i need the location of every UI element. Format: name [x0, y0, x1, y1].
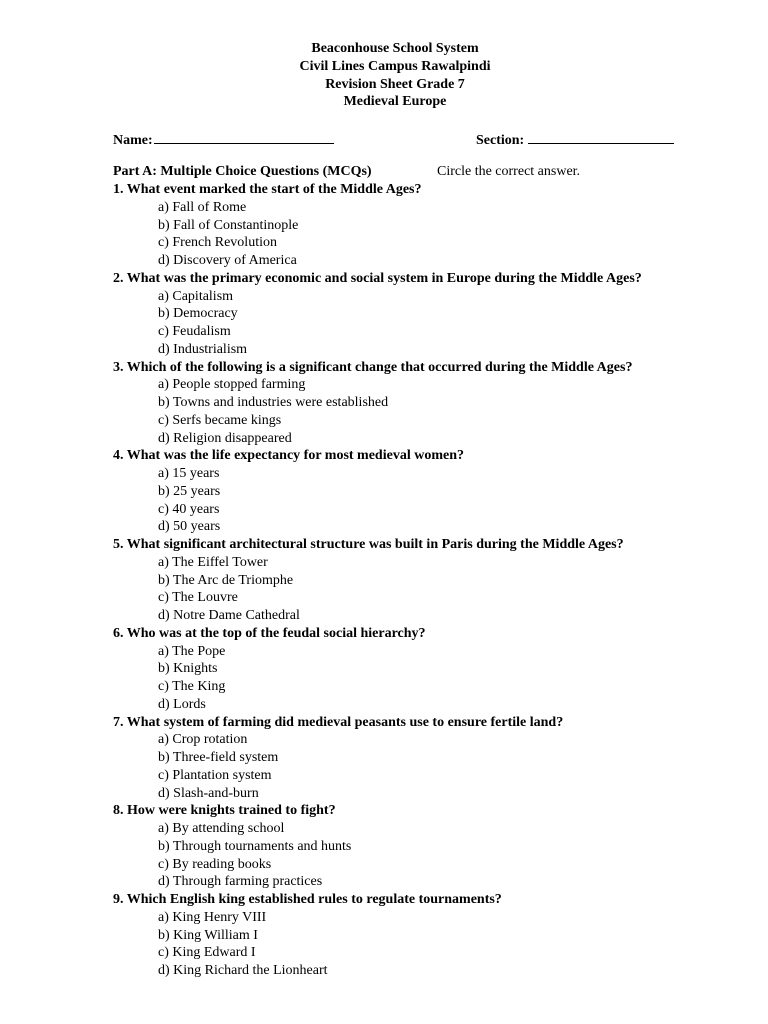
answer-option[interactable]: d) 50 years — [158, 519, 221, 535]
sheet-title: Revision Sheet Grade 7 — [325, 76, 465, 92]
answer-option[interactable]: b) Knights — [158, 661, 218, 677]
campus-name: Civil Lines Campus Rawalpindi — [299, 58, 491, 74]
question-text: 7. What system of farming did medieval peasants use to ensure fertile land? — [113, 714, 564, 730]
answer-option[interactable]: a) By attending school — [158, 821, 285, 836]
part-a-title: Part A: Multiple Choice Questions (MCQs) — [113, 164, 372, 179]
name-blank-line[interactable] — [154, 129, 334, 144]
section-label: Section: — [476, 133, 525, 148]
answer-option[interactable]: d) Through farming practices — [158, 874, 323, 890]
answer-option[interactable]: d) King Richard the Lionheart — [158, 963, 328, 978]
answer-options — [113, 909, 673, 980]
answer-options — [113, 288, 673, 359]
part-a-instruction: Circle the correct answer. — [437, 164, 581, 179]
answer-option[interactable]: a) 15 years — [158, 466, 220, 481]
answer-option[interactable]: c) Serfs became kings — [158, 412, 282, 428]
answer-option[interactable]: b) The Arc de Triomphe — [158, 572, 294, 588]
answer-option[interactable]: a) The Eiffel Tower — [158, 554, 268, 570]
question-text: 4. What was the life expectancy for most medieval women? — [113, 448, 464, 464]
question-text: 6. Who was at the top of the feudal social hierarchy? — [113, 625, 426, 641]
answer-option[interactable]: b) Fall of Constantinople — [158, 217, 299, 233]
topic-title: Medieval Europe — [343, 94, 447, 110]
answer-options — [113, 554, 673, 625]
answer-options — [113, 820, 673, 891]
answer-option[interactable]: b) Through tournaments and hunts — [158, 838, 352, 854]
answer-options — [113, 376, 673, 447]
section-blank-line[interactable] — [528, 129, 674, 144]
answer-option[interactable]: d) Slash-and-burn — [158, 785, 259, 801]
answer-option[interactable]: a) People stopped farming — [158, 377, 306, 393]
answer-option[interactable]: b) King William I — [158, 927, 258, 943]
question-text: 1. What event marked the start of the Middle Ages? — [113, 182, 422, 197]
name-field — [113, 129, 334, 150]
question-text: 8. How were knights trained to fight? — [113, 803, 336, 819]
question-text: 2. What was the primary economic and social system in Europe during the Middle Ages? — [113, 270, 642, 286]
question-list — [113, 181, 673, 980]
answer-options — [113, 465, 673, 536]
answer-option[interactable]: a) Crop rotation — [158, 732, 248, 748]
answer-option[interactable]: c) King Edward I — [158, 945, 256, 961]
answer-option[interactable]: a) The Pope — [158, 643, 226, 659]
answer-option[interactable]: c) The King — [158, 679, 226, 694]
answer-option[interactable]: c) Plantation system — [158, 767, 272, 783]
answer-option[interactable]: b) Towns and industries were established — [158, 395, 389, 410]
question-item — [113, 536, 673, 625]
answer-option[interactable]: a) Capitalism — [158, 288, 234, 304]
question-item — [113, 891, 673, 980]
answer-option[interactable]: b) Democracy — [158, 306, 238, 322]
answer-options — [113, 643, 673, 714]
question-text: 5. What significant architectural structure was built in Paris during the Middle Ages? — [113, 537, 624, 552]
question-item — [113, 447, 673, 536]
answer-option[interactable]: d) Industrialism — [158, 341, 248, 357]
answer-options — [113, 199, 673, 270]
question-item — [113, 625, 673, 714]
question-item — [113, 270, 673, 359]
answer-option[interactable]: d) Notre Dame Cathedral — [158, 608, 300, 623]
name-label: Name: — [113, 133, 153, 148]
student-fields — [113, 129, 673, 147]
answer-option[interactable]: d) Religion disappeared — [158, 430, 292, 446]
question-text: 9. Which English king established rules to regulate tournaments? — [113, 892, 502, 907]
answer-option[interactable]: d) Discovery of America — [158, 253, 297, 268]
question-text: 3. Which of the following is a significant change that occurred during the Middle Ages? — [113, 359, 633, 375]
school-name: Beaconhouse School System — [311, 41, 479, 56]
answer-option[interactable]: b) Three-field system — [158, 750, 279, 765]
question-item — [113, 802, 673, 891]
document-header — [0, 40, 768, 111]
answer-option[interactable]: a) King Henry VIII — [158, 909, 267, 925]
answer-option[interactable]: a) Fall of Rome — [158, 199, 247, 215]
question-item — [113, 359, 673, 448]
question-item — [113, 714, 673, 803]
answer-options — [113, 731, 673, 802]
answer-option[interactable]: c) French Revolution — [158, 235, 277, 251]
section-field — [476, 129, 674, 150]
answer-option[interactable]: c) Feudalism — [158, 324, 231, 339]
answer-option[interactable]: c) By reading books — [158, 856, 272, 872]
question-item — [113, 181, 673, 270]
answer-option[interactable]: c) The Louvre — [158, 590, 238, 606]
answer-option[interactable]: b) 25 years — [158, 483, 221, 499]
answer-option[interactable]: d) Lords — [158, 696, 206, 712]
answer-option[interactable]: c) 40 years — [158, 501, 220, 517]
